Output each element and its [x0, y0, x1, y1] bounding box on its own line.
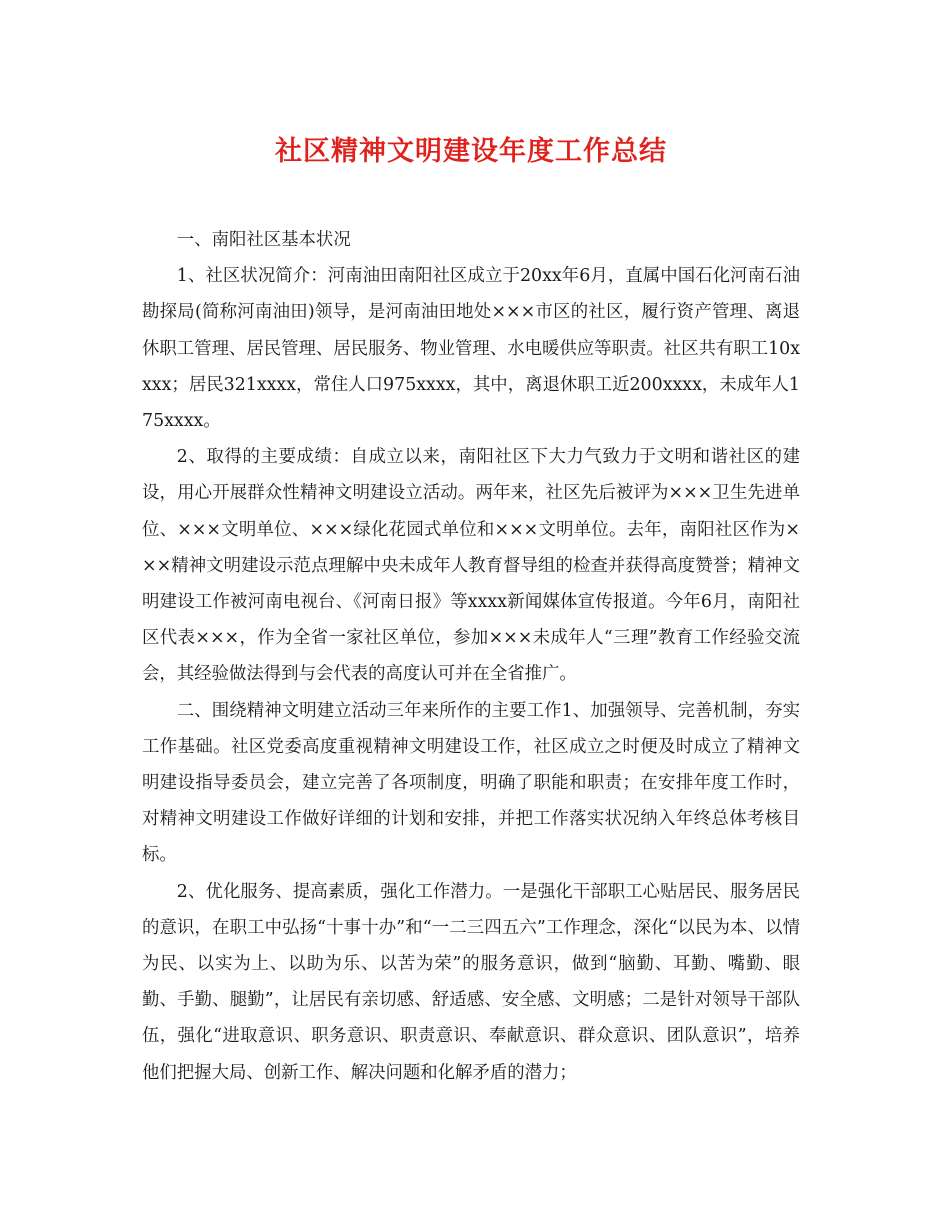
paragraph-main-work: 二、围绕精神文明建立活动三年来所作的主要工作1、加强领导、完善机制，夯实工作基础。社区党委高度重视精神文明建设工作，社区成立之时便及时成立了精神文明建设指导委员会，建立完善了各项制度，明确了职能和职责；在安排年度工作时，对精神文明建设工作做好详细的计划和安排，并把工作落实状况纳入年终总体考核目标。 — [142, 700, 800, 866]
paragraph-service-quality: 2、优化服务、提高素质，强化工作潜力。一是强化干部职工心贴居民、服务居民的意识，在职工中弘扬“十事十办”和“一二三四五六”工作理念，深化“以民为本、以情为民、以实为上、以助为乐、以苦为荣”的服务意识，做到“脑勤、耳勤、嘴勤、眼勤、手勤、腿勤”，让居民有亲切感、舒适感、安全感、文明感；二是针对领导干部队伍，强化“进取意识、职务意识、职责意识、奉献意识、群众意识、团队意识”，培养他们把握大局、创新工作、解决问题和化解矛盾的潜力； — [142, 881, 800, 1083]
document-title: 社区精神文明建设年度工作总结 — [275, 136, 667, 167]
paragraph-community-overview: 1、社区状况简介：河南油田南阳社区成立于20xx年6月，直属中国石化河南石油勘探局(简称河南油田)领导，是河南油田地处×××市区的社区，履行资产管理、离退休职工管理、居民管理、居民服务、物业管理、水电暖供应等职责。社区共有职工10xxxx；居民321xxxx，常住人口975xxxx，其中，离退休职工近200xxxx，未成年人175xxxx。 — [142, 266, 801, 432]
section-heading-1: 一、南阳社区基本状况 — [176, 230, 351, 250]
paragraph-achievements: 2、取得的主要成绩：自成立以来，南阳社区下大力气致力于文明和谐社区的建设，用心开展群众性精神文明建设立活动。两年来，社区先后被评为×××卫生先进单位、×××文明单位、×××绿化花园式单位和×××文明单位。去年，南阳社区作为×××精神文明建设示范点理解中央未成年人教育督导组的检查并获得高度赞誉；精神文明建设工作被河南电视台、《河南日报》等xxxx新闻媒体宣传报道。今年6月，南阳社区代表×××，作为全省一家社区单位，参加×××未成年人“三理”教育工作经验交流会，其经验做法得到与会代表的高度认可并在全省推广。 — [142, 447, 800, 685]
